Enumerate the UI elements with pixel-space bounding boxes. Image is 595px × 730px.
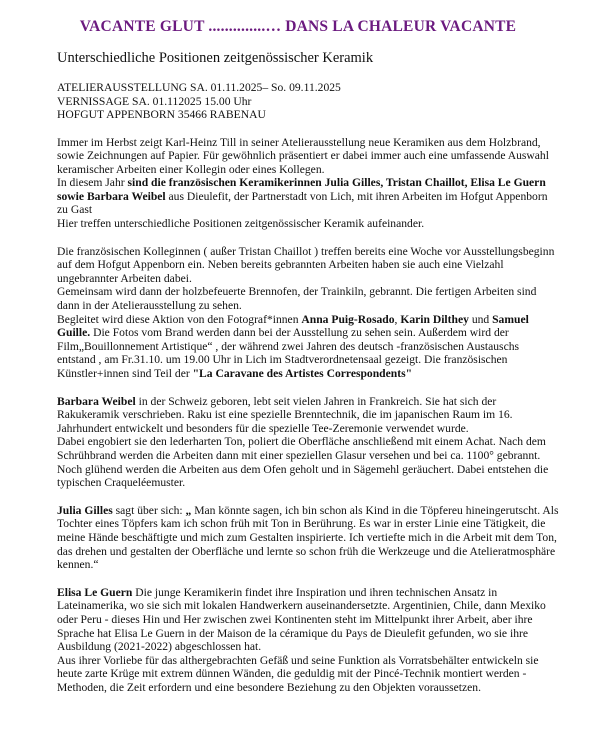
page-title: VACANTE GLUT ..............… DANS LA CHALEUR VACANTE: [79, 18, 517, 35]
kiln-paragraph: Gemeinsam wird dann der holzbefeuerte Brennofen, der Trainkiln, gebrannt. Die fertigen Arbeiten sind dann in der Atelierausstellung zu sehen.: [57, 285, 537, 313]
barbara-paragraph: Barbara Weibel in der Schweiz geboren, lebt seit vielen Jahren in Frankreich. Sie hat sich der Rakukeramik verschrieben. Raku ist eine spezielle Brenntechnik, die im japanischen Raum im 16. Jahrhundert entwickelt und besonders für die spezielle Tee-Zeremonie verwendet wurde.: [57, 394, 513, 435]
venue-address: HOFGUT APPENBORN 35466 RABENAU: [57, 108, 266, 121]
artist-name: Elisa Le Guern: [57, 585, 133, 599]
photographer-name: Anna Puig-Rosado: [301, 312, 395, 326]
artist-name: Julia Gilles: [57, 503, 113, 517]
barbara-weibel-section: [57, 395, 559, 490]
quote-mark: „: [185, 503, 192, 517]
photographer-name: Karin Dilthey: [400, 312, 469, 326]
vernissage-date: VERNISSAGE SA. 01.112025 15.00 Uhr: [57, 94, 252, 108]
photographer-name: Samuel Guille.: [57, 312, 529, 340]
exhibition-dates: ATELIERAUSSTELLUNG SA. 01.11.2025– So. 09.11.2025: [57, 81, 341, 94]
caravane-name: "La Caravane des Artistes Correspondents": [192, 367, 413, 380]
arrival-paragraph: Die französischen Kolleginnen ( außer Tristan Chaillot ) treffen bereits eine Woche vor Ausstellungsbeginn auf dem Hofgut Appenborn ein. Neben bereits gebrannten Arbeiten haben sie auch eine Vielzahl ungebrannter Arbeiten dabei.: [57, 244, 555, 285]
event-info: [57, 81, 559, 122]
artist-name: Barbara Weibel: [57, 394, 136, 408]
elisa-work-paragraph: Aus ihrer Vorliebe für das althergebrachten Gefäß und seine Funktion als Vorratsbehälter entwickeln sie heute zarte Krüge mit extrem dünnen Wänden, die geduldig mit der Pincé-Technik montiert werden - Methoden, die Zeit erfordern und eine besondere Beziehung zu den Objekten voraussetzen.: [57, 653, 539, 694]
julia-gilles-section: [57, 504, 559, 572]
guests-paragraph: In diesem Jahr sind die französischen Keramikerinnen Julia Gilles, Tristan Chaillot, Elisa Le Guern sowie Barbara Weibel aus Dieulefit, der Partnerstadt von Lich, mit ihren Arbeiten im Hofgut Appenborn zu Gast: [57, 176, 548, 217]
firing-section: [57, 245, 559, 381]
elisa-paragraph: Elisa Le Guern Die junge Keramikerin findet ihre Inspiration und ihren technischen Ansatz in Lateinamerika, wo sie sich mit lokalen Handwerkern auseinandersetzte. Argentinien, Chile, dann Mexiko oder Peru - dieses Hin und Her zwischen zwei Kontinenten steht im Mittelpunkt ihrer Arbeit, aber ihre Sprache hat Elisa Le Guern in der Maison de la céramique du Pays de Dieulefit gefunden, wo sie ihre Ausbildung (2021-2022) abgeschlossen hat.: [57, 585, 546, 654]
intro-paragraph: Immer im Herbst zeigt Karl-Heinz Till in seiner Atelierausstellung neue Keramiken aus dem Holzbrand, sowie Zeichnungen auf Papier. Für gewöhnlich präsentiert er dabei immer auch eine umfassende Auswahl keramischer Arbeiten einer Kollegin oder eines Kollegen.: [57, 135, 549, 176]
intro-section: [57, 136, 559, 231]
page-subtitle: Unterschiedliche Positionen zeitgenössischer Keramik: [57, 50, 374, 66]
positions-paragraph: Hier treffen unterschiedliche Positionen zeitgenössischer Keramik aufeinander.: [57, 217, 425, 231]
elisa-le-guern-section: [57, 586, 559, 695]
guest-artists: sind die französischen Keramikerinnen Julia Gilles, Tristan Chaillot, Elisa Le Guern sowie Barbara Weibel: [57, 176, 546, 203]
julia-paragraph: Julia Gilles sagt über sich: „ Man könnte sagen, ich bin schon als Kind in die Töpfereu hineingerutscht. Als Tochter eines Töpfers kam ich schon früh mit Ton in Berührung. Es war in erster Linie eine Tätigkeit, die meine Hände beschäftigte und mich zum Gestalten inspirierte. Ich vertiefte mich in die Arbeit mit dem Ton, das drehen und gestalten der Oberfläche und lernte so schon früh die Werkzeuge und die Atelieratmosphäre kennen.“: [57, 503, 559, 572]
raku-process-paragraph: Dabei engobiert sie den lederharten Ton, poliert die Oberfläche anschließend mit einem Achat. Nach dem Schrühbrand werden die Arbeiten dann mit einer speziellen Glasur versehen und bei ca. 1100° gebrannt. Noch glühend werden die Arbeiten aus dem Ofen geholt und in Sägemehl geräuchert. Dabei entstehen die typischen Craqueléemuster.: [57, 435, 549, 490]
photographers-paragraph: Begleitet wird diese Aktion von den Fotograf*innen Anna Puig-Rosado, Karin Dilthey und Samuel Guille. Die Fotos vom Brand werden dann bei der Ausstellung zu sehen sein. Außerdem wird der Film„Bouillonnement Artistique“ , der während zwei Jahren des deutsch -französischen Austauschs entstand , am Fr.31.10. um 19.00 Uhr in Lich im Stadtverordnetensaal gezeigt. Die französischen Künstler+innen sind Teil der "La Caravane des Artistes Correspondents": [57, 312, 529, 380]
